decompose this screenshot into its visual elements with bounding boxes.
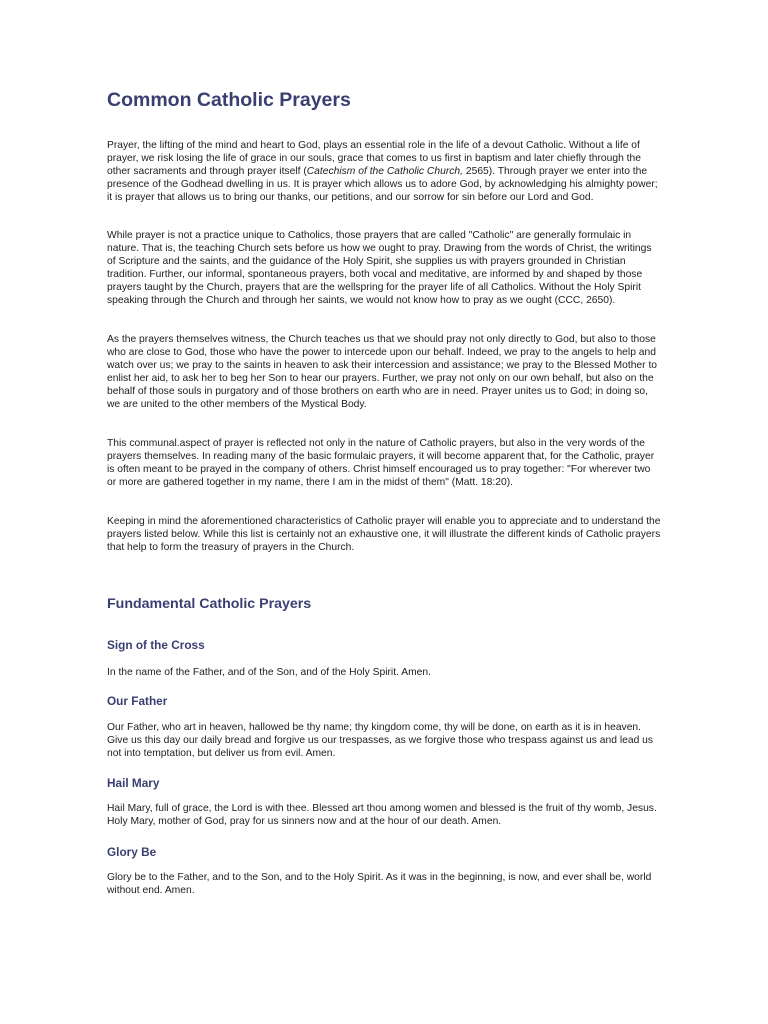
- intro-paragraph-2: While prayer is not a practice unique to Catholics, those prayers that are called "Catholic" are generally formulaic in nature. That is, the teaching Church sets before us how we ought to pray. Drawing from the words of Christ, the writings of Scripture and the saints, and the guidance of the Holy Spirit, she supplies us with prayers grounded in Christian tradition. Further, our informal, spontaneous prayers, both vocal and meditative, are informed by and shaped by those prayers taught by the Church, prayers that are the wellspring for the prayer life of all Catholics. Without the Holy Spirit speaking through the Church and through her saints, we would not know how to pray as we ought (CCC, 2650).: [107, 230, 652, 306]
- prayer-heading-our-father: Our Father: [107, 694, 168, 708]
- prayer-text-sign-of-the-cross: In the name of the Father, and of the Son, and of the Holy Spirit. Amen.: [107, 667, 431, 678]
- prayer-text-our-father: Our Father, who art in heaven, hallowed be thy name; thy kingdom come, thy will be done, on earth as it is in heaven. Give us this day our daily bread and forgive us our trespasses, as we forgive those who trespass against us and lead us not into temptation, but deliver us from evil. Amen.: [107, 722, 654, 759]
- catechism-citation: Catechism of the Catholic Church,: [306, 165, 463, 177]
- prayer-heading-sign-of-the-cross: Sign of the Cross: [107, 638, 205, 652]
- section-heading: Fundamental Catholic Prayers: [107, 596, 312, 612]
- intro-paragraph-1: [107, 140, 662, 205]
- intro-paragraph-3: As the prayers themselves witness, the Church teaches us that we should pray not only directly to God, but also to those who are close to God, those who have the power to intercede upon our behalf. Indeed, we pray to the angels to help and watch over us; we pray to the saints in heaven to ask their intercession and assistance; we pray to the Blessed Mother to enlist her aid, to ask her to beg her Son to hear our prayers. Further, we pray not only on our own behalf, but also on the behalf of those souls in purgatory and of those brothers on earth who are in need. Prayer unites us to God; in doing so, we are united to the other members of the Mystical Body.: [107, 334, 658, 410]
- intro-paragraph-4: This communal.aspect of prayer is reflected not only in the nature of Catholic prayers, but also in the very words of the prayers themselves. In reading many of the basic formulaic prayers, it will become apparent that, for the Catholic, prayer is often meant to be prayed in the company of others. Christ himself encouraged us to pray together: "For wherever two or more are gathered together in my name, there I am in the midst of them" (Matt. 18:20).: [107, 438, 655, 488]
- prayer-heading-hail-mary: Hail Mary: [107, 776, 160, 790]
- intro-paragraph-1-text-b: 2565). Through prayer we enter into the presence of the Godhead dwelling in us. It is prayer which allows us to adore God, by acknowledging his almighty power; it is prayer that allows us to bring our thanks, our petitions, and our sorrow for sin before our Lord and God.: [107, 165, 658, 203]
- prayer-text-hail-mary: Hail Mary, full of grace, the Lord is with thee. Blessed art thou among women and blessed is the fruit of thy womb, Jesus. Holy Mary, mother of God, pray for us sinners now and at the hour of our death. Amen.: [107, 803, 657, 827]
- prayer-heading-glory-be: Glory Be: [107, 845, 157, 859]
- page-title: Common Catholic Prayers: [107, 89, 351, 111]
- intro-paragraph-1-text-a: Prayer, the lifting of the mind and heart to God, plays an essential role in the life of a devout Catholic. Without a life of prayer, we risk losing the life of grace in our souls, grace that comes to us first in baptism and later chiefly through the other sacraments and through prayer itself (: [107, 140, 641, 177]
- prayer-text-glory-be: Glory be to the Father, and to the Son, and to the Holy Spirit. As it was in the beginning, is now, and ever shall be, world without end. Amen.: [107, 872, 652, 896]
- intro-paragraph-5: Keeping in mind the aforementioned characteristics of Catholic prayer will enable you to appreciate and to understand the prayers listed below. While this list is certainly not an exhaustive one, it will illustrate the different kinds of Catholic prayers that help to form the treasury of prayers in the Church.: [107, 516, 661, 553]
